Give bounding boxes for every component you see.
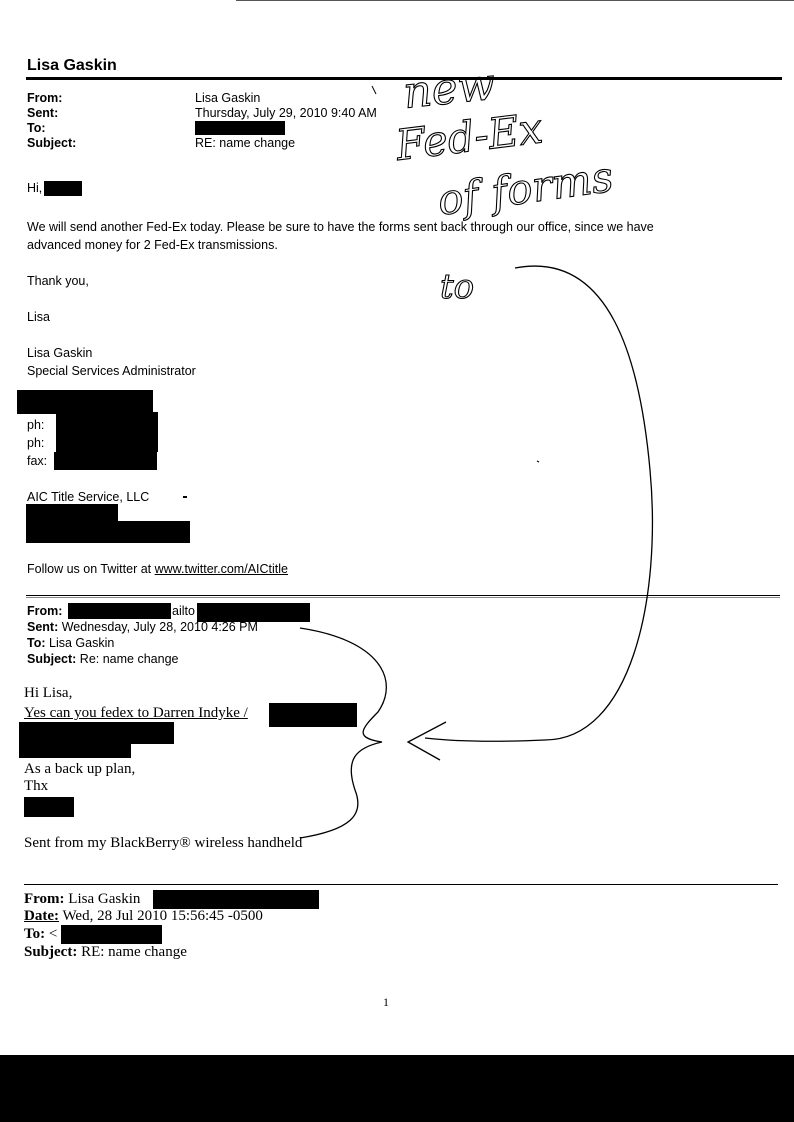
twitter-prefix: Follow us on Twitter at (27, 562, 152, 576)
company-name: AIC Title Service, LLC (27, 490, 150, 504)
quoted-sent-value: Wednesday, July 28, 2010 4:26 PM (61, 620, 258, 634)
subject-label: Subject: (27, 136, 77, 150)
fax-label: fax: (27, 454, 48, 468)
q3-from-value: Lisa Gaskin (68, 891, 141, 907)
signoff-line: Lisa (27, 310, 50, 324)
q3-to-value: < (48, 926, 58, 942)
body-line-1: We will send another Fed-Ex today. Please be sure to have the forms sent back through our office, since we have (27, 220, 654, 234)
subject-value: RE: name change (195, 136, 296, 150)
stray-mark (372, 86, 376, 94)
q3-date-label: Date: (24, 908, 59, 924)
document-owner-name: Lisa Gaskin (27, 57, 117, 74)
page-number: 1 (383, 995, 389, 1009)
thanks-line: Thank you, (27, 274, 89, 288)
from-value: Lisa Gaskin (195, 91, 261, 105)
q3-subject-value: RE: name change (81, 944, 187, 960)
q3-from-label: From: (24, 891, 65, 907)
quoted-sent-label: Sent: (27, 620, 59, 634)
signature-title: Special Services Administrator (27, 364, 196, 378)
q3-to-label: To: (24, 926, 46, 942)
sent-value: Thursday, July 29, 2010 9:40 AM (195, 106, 377, 120)
handwritten-arrowhead (408, 722, 446, 760)
quoted-line-3: Thx (24, 778, 49, 794)
q3-subject-label: Subject: (24, 944, 78, 960)
twitter-link[interactable]: www.twitter.com/AICtitle (154, 562, 288, 576)
quoted-line-1: Yes can you fedex to Darren Indyke / (24, 705, 248, 721)
quoted-to-label: To: (27, 636, 46, 650)
quoted-to-value: Lisa Gaskin (49, 636, 115, 650)
from-label: From: (27, 91, 63, 105)
quoted-subject-value: Re: name change (79, 652, 179, 666)
handwriting-line-2: Fed-Ex (393, 103, 546, 170)
quoted-greeting: Hi Lisa, (24, 685, 73, 701)
body-line-2: advanced money for 2 Fed-Ex transmissions. (27, 238, 278, 252)
stray-mark-2 (537, 461, 539, 462)
sent-label: Sent: (27, 106, 59, 120)
quoted-subject-label: Subject: (27, 652, 77, 666)
phone-label-1: ph: (27, 418, 45, 432)
handwritten-brace (300, 628, 386, 838)
quoted-from-label: From: (27, 604, 63, 618)
handwriting-line-4: to (440, 267, 475, 307)
phone-label-2: ph: (27, 436, 45, 450)
handwriting-line-1: new (400, 58, 498, 119)
handwriting-line-3: of forms (434, 151, 617, 225)
mailto-fragment: ailto (172, 604, 195, 618)
quoted-line-2: As a back up plan, (24, 761, 136, 777)
blackberry-footer: Sent from my BlackBerry® wireless handheld (24, 835, 303, 851)
to-label: To: (27, 121, 46, 135)
signature-name: Lisa Gaskin (27, 346, 93, 360)
q3-date-value: Wed, 28 Jul 2010 15:56:45 -0500 (62, 908, 263, 924)
handwritten-curve-arrow (425, 266, 652, 741)
greeting: Hi, (27, 181, 43, 195)
